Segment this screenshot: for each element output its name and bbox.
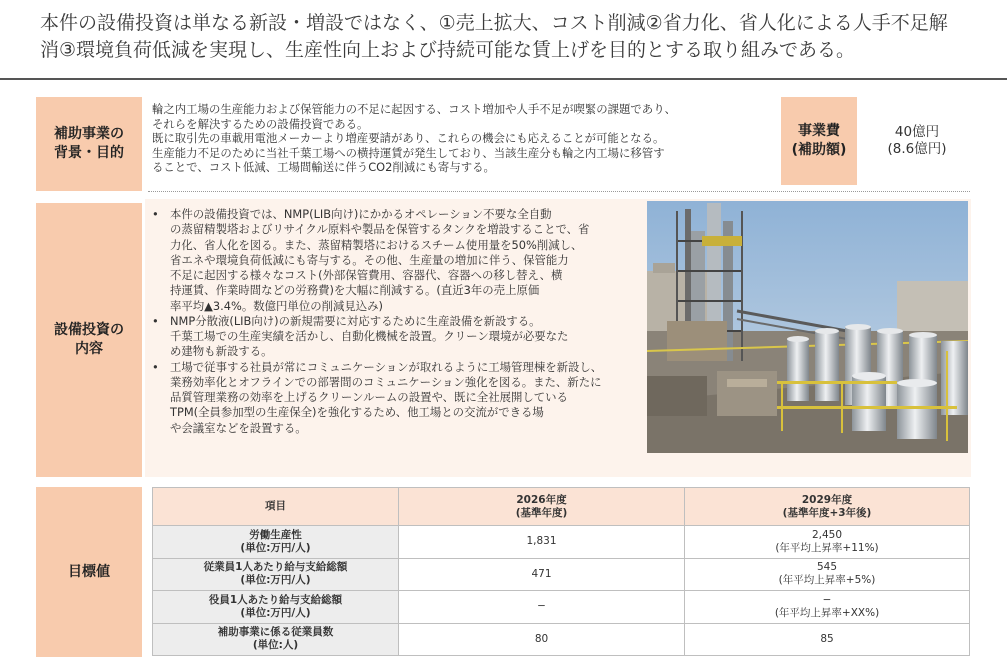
value-2026: −: [399, 591, 685, 624]
bullet-line: 率平均▲3.4%。数億円単位の削減見込み): [170, 298, 384, 313]
headline-line: 本件の設備投資は単なる新設・増設ではなく、①売上拡大、コスト削減②省力化、省人化による人手不足解: [40, 12, 948, 34]
investment-label: [36, 203, 142, 477]
investment-bullet: [150, 314, 630, 360]
value-2029-rate: (年平均上昇率+XX%): [774, 606, 880, 619]
page-headline: [40, 10, 990, 64]
background-line: 輪之内工場の生産能力および保管能力の不足に起因する、コスト増加や人手不足が喫緊の課題であり、: [152, 102, 676, 116]
value-2029-main: −: [822, 593, 832, 606]
value-2029-main: 545: [816, 561, 838, 574]
bullet-line: • 工場で従事する社員が常にコミュニケーションが取れるように工場管理棟を新設し、: [170, 359, 603, 374]
background-text: [152, 102, 774, 175]
bullet-line: • NMP分散液(LIB向け)の新規需要に対応するために生産設備を新設する。: [170, 313, 541, 328]
value-2029: [685, 591, 970, 624]
value-2029-rate: (年平均上昇率+5%): [778, 574, 876, 587]
row-name: [153, 591, 399, 624]
value-2029: [685, 623, 970, 656]
investment-bullet: [150, 360, 630, 436]
header-divider: [0, 78, 1007, 80]
bullet-line: 品質管理業務の効率を上げるクリーンルームの設置や、既に全社展開している: [170, 390, 568, 404]
headline-line: 消③環境負荷低減を実現し、生産性向上および持続可能な賃上げを目的とする取り組みである。: [40, 39, 856, 61]
header-item: 項目: [153, 488, 399, 526]
bullet-line: の蒸留精製塔およびリサイクル原料や製品を保管するタンクを増設することで、省: [170, 222, 590, 237]
targets-label-text: 目標値: [68, 563, 110, 580]
header-2029-note: (基準年度+3年後): [782, 506, 872, 519]
value-2029-main: 85: [820, 632, 834, 645]
table-row: [153, 526, 970, 559]
background-label-line: 背景・目的: [54, 145, 124, 161]
bullet-line: 省エネや環境負荷低減にも寄与する。その他、生産量の増加に伴う、保管能力: [170, 252, 569, 267]
bullet-line: TPM(全員参加型の生産保全)を強化するため、他工場との交流ができる場: [170, 405, 544, 420]
row-name-main: 補助事業に係る従業員数: [217, 626, 334, 639]
targets-label: [36, 487, 142, 657]
budget-label-line: (補助額): [791, 142, 847, 158]
table-row: [153, 558, 970, 591]
investment-bullet: [150, 207, 630, 314]
value-2029-rate: (年平均上昇率+11%): [775, 541, 879, 554]
budget-amount: 40億円: [894, 124, 940, 140]
row-name-main: 労働生産性: [249, 528, 302, 541]
row-name-main: 従業員1人あたり給与支給総額: [203, 561, 348, 574]
bullet-line: • 本件の設備投資では、NMP(LIB向け)にかかるオペレーション不要な全自動: [170, 207, 552, 221]
row-name-unit: (単位:万円/人): [240, 606, 311, 619]
background-line: ることで、コスト低減、工場間輸送に伴うCO2削減にも寄与する。: [152, 160, 495, 175]
row-name-unit: (単位:万円/人): [240, 541, 311, 554]
value-2029: [685, 558, 970, 591]
background-line: 生産能力不足のために当社千葉工場への横持運賃が発生しており、当該生産分も輪之内工場に移管す: [152, 145, 665, 160]
value-2026: 471: [399, 558, 685, 591]
row-name-unit: (単位:人): [252, 639, 299, 652]
bullet-line: 力化、省人化を図る。また、蒸留精製塔におけるスチーム使用量を50%削減し、: [170, 237, 583, 252]
bullet-line: 千葉工場での生産実績を活かし、自動化機械を設置。クリーン環境が必要なた: [170, 329, 569, 343]
background-line: 既に取引先の車載用電池メーカーより増産要請があり、これらの機会にも応えることが可能となる。: [152, 131, 665, 146]
header-2026-note: (基準年度): [515, 506, 568, 519]
value-2026: 80: [399, 623, 685, 656]
row-name-main: 役員1人あたり給与支給総額: [208, 593, 343, 606]
investment-bullet-list: [150, 207, 630, 436]
budget-label: [781, 97, 857, 185]
table-row: [153, 591, 970, 624]
budget-subsidy: (8.6億円): [887, 141, 947, 157]
value-2029: [685, 526, 970, 559]
investment-label-line: 内容: [75, 341, 103, 357]
factory-photo: [647, 201, 968, 453]
targets-table: [152, 487, 970, 656]
bullet-line: め建物も新設する。: [170, 344, 273, 359]
background-label-line: 補助事業の: [54, 126, 124, 142]
value-2026: 1,831: [399, 526, 685, 559]
bullet-line: 業務効率化とオフラインでの部署間のコミュニケーション強化を図る。また、新たに: [170, 374, 602, 389]
header-2029: [685, 488, 970, 526]
bullet-line: 不足に起因する様々なコスト(外部保管費用、容器代、容器への移し替え、横: [170, 268, 563, 282]
header-2029-year: 2029年度: [801, 493, 853, 506]
header-2026-year: 2026年度: [516, 493, 567, 506]
bullet-line: や会議室などを設置する。: [170, 420, 307, 435]
background-dotted-divider: [148, 191, 970, 192]
table-header-row: [153, 488, 970, 526]
row-name-unit: (単位:万円/人): [240, 574, 311, 587]
background-label: [36, 97, 142, 191]
row-name: [153, 623, 399, 656]
background-line: それらを解決するための設備投資である。: [152, 116, 369, 131]
row-name: [153, 558, 399, 591]
row-name: [153, 526, 399, 559]
budget-value: [862, 124, 972, 158]
investment-label-line: 設備投資の: [54, 322, 124, 338]
bullet-line: 持運賃、作業時間などの労務費)を大幅に削減する。(直近3年の売上原価: [170, 283, 540, 298]
table-row: [153, 623, 970, 656]
value-2029-main: 2,450: [811, 528, 843, 541]
budget-label-line: 事業費: [797, 123, 840, 139]
header-2026: [399, 488, 685, 526]
